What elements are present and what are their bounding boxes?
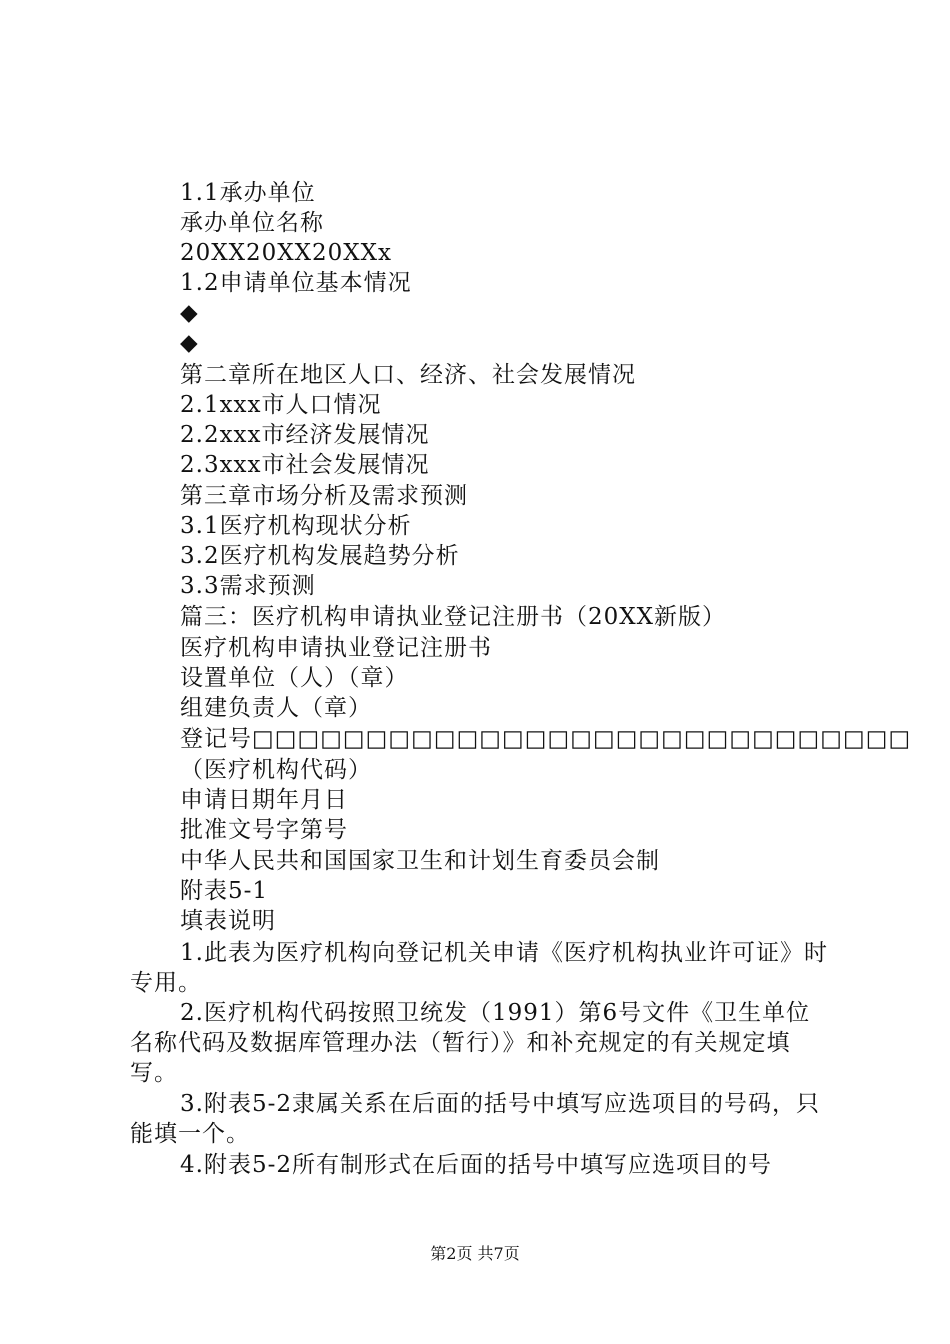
bullet-diamond: ◆ [180, 330, 199, 356]
text-line: 设置单位（人）（章） [180, 665, 409, 691]
instruction-paragraph: 3.附表5-2隶属关系在后面的括号中填写应选项目的号码，只能填一个。 [130, 1091, 820, 1147]
text-line: 3.2医疗机构发展趋势分析 [180, 543, 460, 569]
instructions-heading: 填表说明 [180, 908, 276, 934]
instruction-paragraph: 4.附表5-2所有制形式在后面的括号中填写应选项目的号 [180, 1152, 772, 1178]
chapter-2-heading: 第二章所在地区人口、经济、社会发展情况 [180, 362, 636, 388]
text-line: 申请日期年月日 [180, 787, 348, 813]
text-line: 组建负责人（章） [180, 695, 372, 721]
text-line: 医疗机构申请执业登记注册书 [180, 635, 492, 661]
text-line: 附表5-1 [180, 878, 269, 904]
instruction-paragraph: 1.此表为医疗机构向登记机关申请《医疗机构执业许可证》时专用。 [130, 940, 828, 996]
text-line: 2.2xxx市经济发展情况 [180, 422, 430, 448]
page-footer: 第2页 共7页 [430, 1244, 520, 1263]
chapter-3-heading: 第三章市场分析及需求预测 [180, 483, 468, 509]
text-line: 中华人民共和国国家卫生和计划生育委员会制 [180, 848, 660, 874]
section-1-1-heading: 1.1承办单位 [180, 180, 316, 206]
text-line: 批准文号字第号 [180, 817, 348, 843]
text-line: 2.1xxx市人口情况 [180, 392, 382, 418]
instruction-paragraph: 2.医疗机构代码按照卫统发（1991）第6号文件《卫生单位名称代码及数据库管理办法（暂行）》和补充规定的有关规定填写。 [130, 1000, 811, 1086]
text-line: 3.1医疗机构现状分析 [180, 513, 412, 539]
bullet-diamond: ◆ [180, 300, 199, 326]
text-line: 20XX20XX20XXx [180, 240, 393, 266]
text-line: 3.3需求预测 [180, 573, 316, 599]
text-line: 2.3xxx市社会发展情况 [180, 452, 430, 478]
registration-number-line: 登记号□□□□□□□□□□□□□□□□□□□□□□□□□□□□□ [180, 726, 912, 752]
text-line: （医疗机构代码） [180, 757, 372, 783]
text-line: 承办单位名称 [180, 210, 324, 236]
part-3-heading: 篇三：医疗机构申请执业登记注册书（20XX新版） [180, 604, 727, 630]
section-1-2-heading: 1.2申请单位基本情况 [180, 270, 412, 296]
